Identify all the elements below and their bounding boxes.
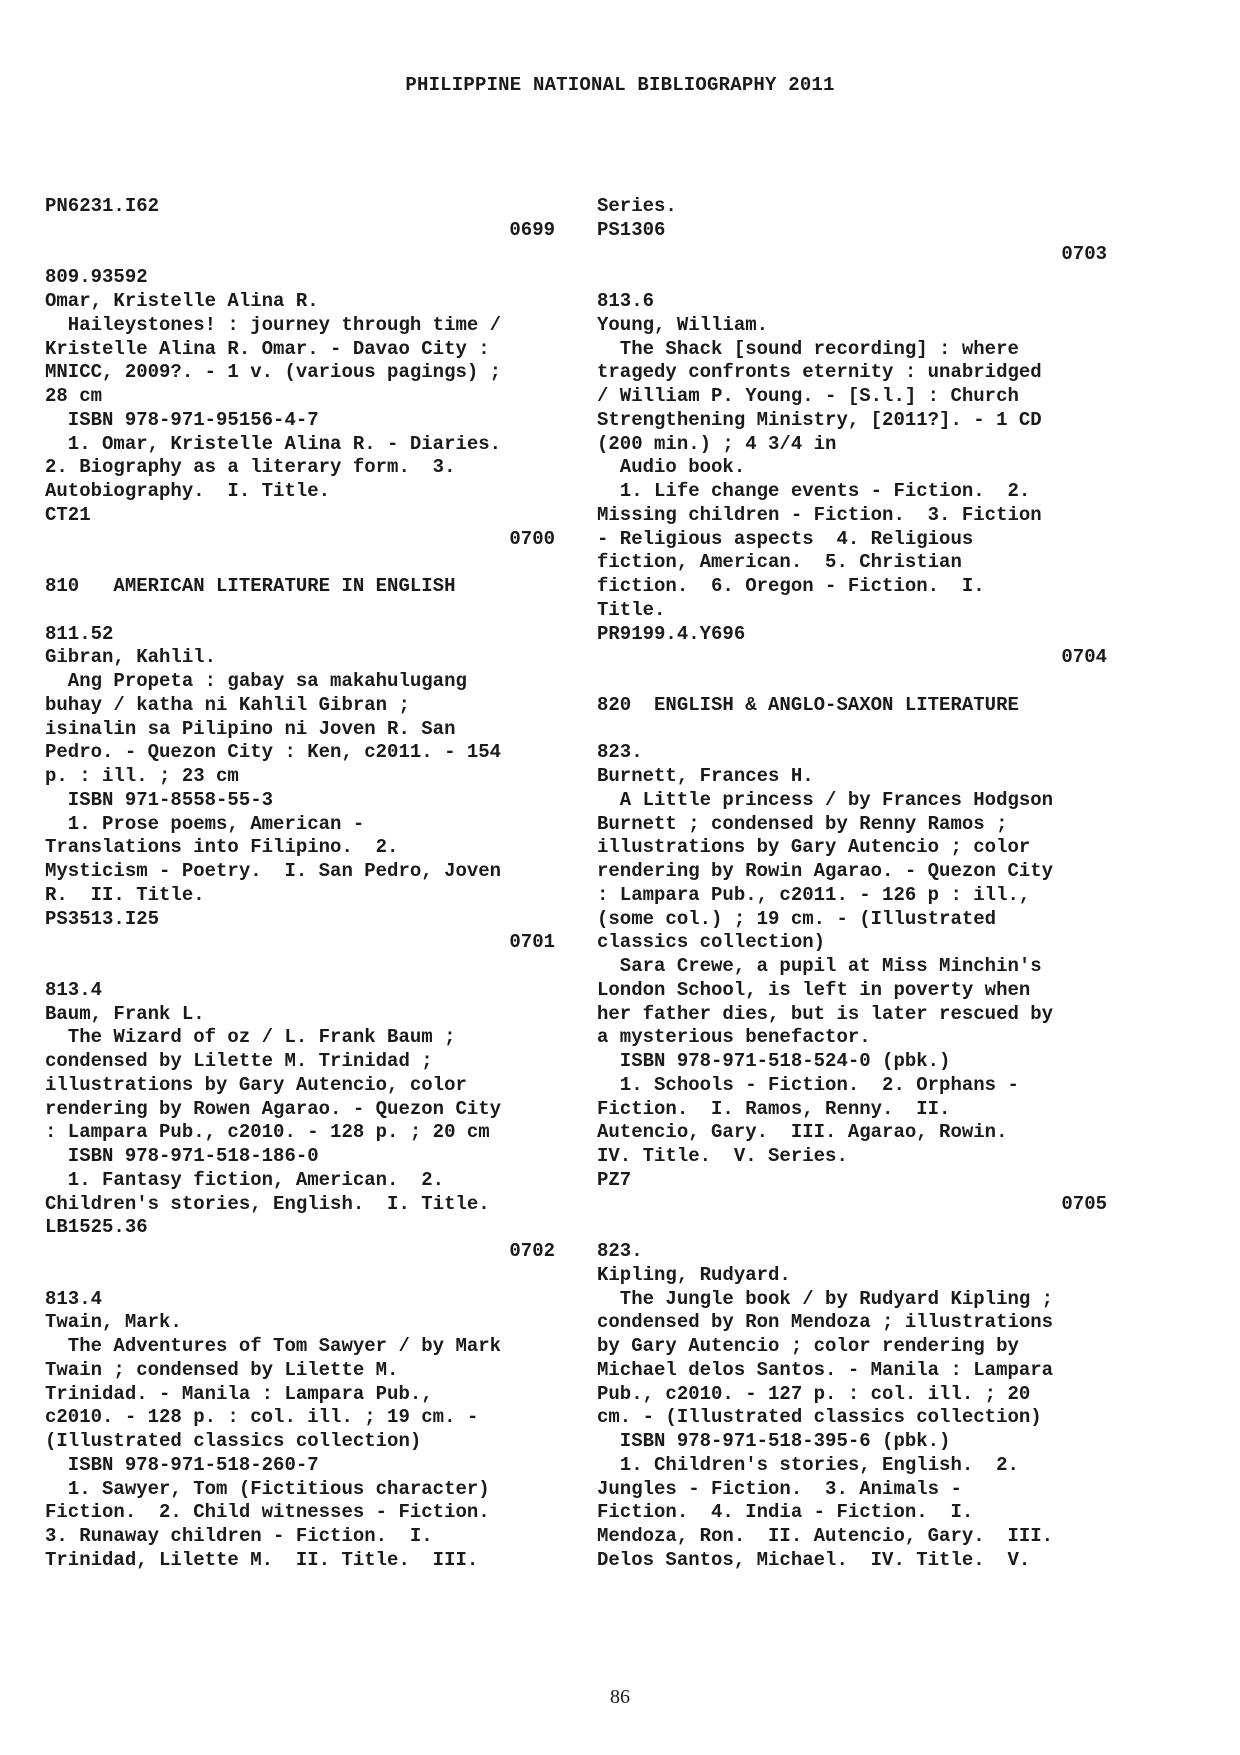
text-line: (Illustrated classics collection) xyxy=(45,1430,422,1452)
text-line: ISBN 978-971-518-186-0 xyxy=(45,1145,319,1167)
text-line: Ang Propeta : gabay sa makahulugang xyxy=(45,670,467,692)
text-line: ISBN 978-971-95156-4-7 xyxy=(45,408,319,431)
text-line: PZ7 xyxy=(597,1168,632,1191)
text-line: Strengthening Ministry, [2011?]. - 1 CD xyxy=(597,408,1042,431)
text-line: (some col.) ; 19 cm. - (Illustrated xyxy=(597,907,997,930)
text-line: The Wizard of oz / L. Frank Baum ; xyxy=(45,1026,456,1049)
right-column xyxy=(597,195,1107,1573)
text-line: condensed by Lilette M. Trinidad ; xyxy=(45,1050,433,1072)
text-line: tragedy confronts eternity : unabridged xyxy=(597,361,1042,384)
text-line: Trinidad. - Manila : Lampara Pub., xyxy=(45,1382,433,1405)
text-line: The Jungle book / by Rudyard Kipling ; xyxy=(597,1287,1054,1310)
entry-number: 0705 xyxy=(1061,1192,1107,1215)
text-line: Translations into Filipino. 2. xyxy=(45,836,399,859)
page-number: 86 xyxy=(610,1686,630,1708)
text-line: 1. Prose poems, American - xyxy=(45,812,365,835)
text-line xyxy=(45,551,555,575)
text-line: a mysterious benefactor. xyxy=(597,1026,871,1049)
text-line xyxy=(45,599,555,623)
entry-number: 0699 xyxy=(509,218,555,241)
text-line: 809.93592 xyxy=(45,266,148,289)
text-line: Title. xyxy=(597,598,666,621)
text-line: ISBN 978-971-518-524-0 (pbk.) xyxy=(597,1050,951,1072)
text-line: (200 min.) ; 4 3/4 in xyxy=(597,432,837,455)
text-line: Audio book. xyxy=(597,456,746,479)
text-line: Children's stories, English. I. Title. xyxy=(45,1192,490,1215)
text-line xyxy=(45,243,555,267)
text-line: cm. - (Illustrated classics collection) xyxy=(597,1406,1042,1429)
text-line: The Adventures of Tom Sawyer / by Mark xyxy=(45,1335,502,1357)
text-line: 1. Life change events - Fiction. 2. xyxy=(597,480,1031,502)
text-line: Missing children - Fiction. 3. Fiction xyxy=(597,503,1042,526)
text-line: rendering by Rowen Agarao. - Quezon City xyxy=(45,1097,502,1120)
text-line: 820 ENGLISH & ANGLO-SAXON LITERATURE xyxy=(597,693,1019,716)
text-line: Baum, Frank L. xyxy=(45,1002,205,1025)
entry-number: 0701 xyxy=(509,931,555,954)
text-line: / William P. Young. - [S.l.] : Church xyxy=(597,385,1019,407)
text-line: 1. Fantasy fiction, American. 2. xyxy=(45,1168,445,1191)
text-line: Gibran, Kahlil. xyxy=(45,646,217,669)
text-line: R. II. Title. xyxy=(45,883,205,906)
text-line: Series. xyxy=(597,195,677,217)
text-line: ISBN 978-971-518-260-7 xyxy=(45,1453,319,1476)
text-line: 813.4 xyxy=(45,978,103,1001)
text-line: p. : ill. ; 23 cm xyxy=(45,765,239,787)
text-line: 1. Omar, Kristelle Alina R. - Diaries. xyxy=(45,432,502,455)
text-line: 811.52 xyxy=(45,622,114,645)
text-line: 813.4 xyxy=(45,1287,103,1310)
text-line: LB1525.36 xyxy=(45,1216,148,1239)
text-line: Autencio, Gary. III. Agarao, Rowin. xyxy=(597,1121,1008,1144)
text-line: Fiction. 4. India - Fiction. I. xyxy=(597,1501,974,1524)
text-line: classics collection) xyxy=(597,931,826,954)
text-line: Haileystones! : journey through time / xyxy=(45,313,502,336)
entry-number: 0702 xyxy=(509,1240,555,1262)
text-line: 813.6 xyxy=(597,290,655,312)
text-line: Sara Crewe, a pupil at Miss Minchin's xyxy=(597,955,1042,977)
text-line: 823. xyxy=(597,1240,643,1262)
text-line: PR9199.4.Y696 xyxy=(597,622,746,645)
text-line: Pub., c2010. - 127 p. : col. ill. ; 20 xyxy=(597,1382,1031,1405)
text-line: buhay / katha ni Kahlil Gibran ; xyxy=(45,693,410,716)
text-line: CT21 xyxy=(45,503,91,526)
text-line: condensed by Ron Mendoza ; illustrations xyxy=(597,1311,1054,1334)
text-line: Michael delos Santos. - Manila : Lampara xyxy=(597,1358,1054,1381)
text-line: Delos Santos, Michael. IV. Title. V. xyxy=(597,1548,1031,1571)
text-line xyxy=(597,670,1107,694)
text-line: ISBN 971-8558-55-3 xyxy=(45,788,274,811)
text-line: fiction, American. 5. Christian xyxy=(597,551,962,574)
text-line: illustrations by Gary Autencio ; color xyxy=(597,836,1031,859)
text-line: 1. Schools - Fiction. 2. Orphans - xyxy=(597,1073,1019,1096)
text-line: Twain, Mark. xyxy=(45,1311,182,1334)
entry-number: 0704 xyxy=(1061,646,1107,669)
text-line: Young, William. xyxy=(597,313,769,336)
left-column xyxy=(45,195,555,1573)
text-line: PS3513.I25 xyxy=(45,907,160,930)
text-line: Kristelle Alina R. Omar. - Davao City : xyxy=(45,337,490,360)
text-line: 28 cm xyxy=(45,385,103,407)
entry-number: 0700 xyxy=(509,527,555,550)
text-line: Burnett, Frances H. xyxy=(597,765,814,787)
text-line: fiction. 6. Oregon - Fiction. I. xyxy=(597,575,985,597)
text-line: London School, is left in poverty when xyxy=(597,978,1031,1001)
text-line xyxy=(597,1216,1107,1240)
text-line xyxy=(597,718,1107,742)
text-line: The Shack [sound recording] : where xyxy=(597,337,1019,360)
text-line: Pedro. - Quezon City : Ken, c2011. - 154 xyxy=(45,741,502,764)
text-line: Mysticism - Poetry. I. San Pedro, Joven xyxy=(45,860,502,882)
text-line: Jungles - Fiction. 3. Animals - xyxy=(597,1477,962,1500)
text-line: rendering by Rowin Agarao. - Quezon City xyxy=(597,860,1054,882)
text-line: PN6231.I62 xyxy=(45,195,160,217)
page-title: PHILIPPINE NATIONAL BIBLIOGRAPHY 2011 xyxy=(405,74,835,96)
text-line: Fiction. I. Ramos, Renny. II. xyxy=(597,1097,951,1120)
entry-number: 0703 xyxy=(1061,242,1107,265)
text-line: her father dies, but is later rescued by xyxy=(597,1002,1054,1025)
text-line: Twain ; condensed by Lilette M. xyxy=(45,1358,399,1381)
text-line xyxy=(45,955,555,979)
text-line: 2. Biography as a literary form. 3. xyxy=(45,456,456,479)
text-line: - Religious aspects 4. Religious xyxy=(597,527,974,550)
text-line: Autobiography. I. Title. xyxy=(45,480,331,502)
text-line: : Lampara Pub., c2010. - 128 p. ; 20 cm xyxy=(45,1121,490,1144)
text-line: A Little princess / by Frances Hodgson xyxy=(597,788,1054,811)
text-line: Omar, Kristelle Alina R. xyxy=(45,290,319,312)
text-line: 1. Sawyer, Tom (Fictitious character) xyxy=(45,1477,490,1500)
text-line: isinalin sa Pilipino ni Joven R. San xyxy=(45,717,456,740)
text-line: : Lampara Pub., c2011. - 126 p : ill., xyxy=(597,883,1031,906)
text-line: 1. Children's stories, English. 2. xyxy=(597,1453,1019,1476)
text-line: IV. Title. V. Series. xyxy=(597,1145,848,1167)
text-line: MNICC, 2009?. - 1 v. (various pagings) ; xyxy=(45,361,502,384)
text-line: Fiction. 2. Child witnesses - Fiction. xyxy=(45,1501,490,1524)
text-line xyxy=(597,266,1107,290)
text-line: Kipling, Rudyard. xyxy=(597,1263,791,1286)
text-line: PS1306 xyxy=(597,218,666,241)
text-line: ISBN 978-971-518-395-6 (pbk.) xyxy=(597,1430,951,1452)
text-line: illustrations by Gary Autencio, color xyxy=(45,1073,467,1096)
text-line: Mendoza, Ron. II. Autencio, Gary. III. xyxy=(597,1525,1054,1547)
text-line: 3. Runaway children - Fiction. I. xyxy=(45,1525,433,1547)
text-line: 810 AMERICAN LITERATURE IN ENGLISH xyxy=(45,575,456,597)
text-line: c2010. - 128 p. : col. ill. ; 19 cm. - xyxy=(45,1406,479,1429)
text-line: 823. xyxy=(597,741,643,764)
text-line xyxy=(45,1264,555,1288)
text-line: by Gary Autencio ; color rendering by xyxy=(597,1335,1019,1357)
text-line: Trinidad, Lilette M. II. Title. III. xyxy=(45,1548,479,1571)
text-line: Burnett ; condensed by Renny Ramos ; xyxy=(597,812,1008,835)
